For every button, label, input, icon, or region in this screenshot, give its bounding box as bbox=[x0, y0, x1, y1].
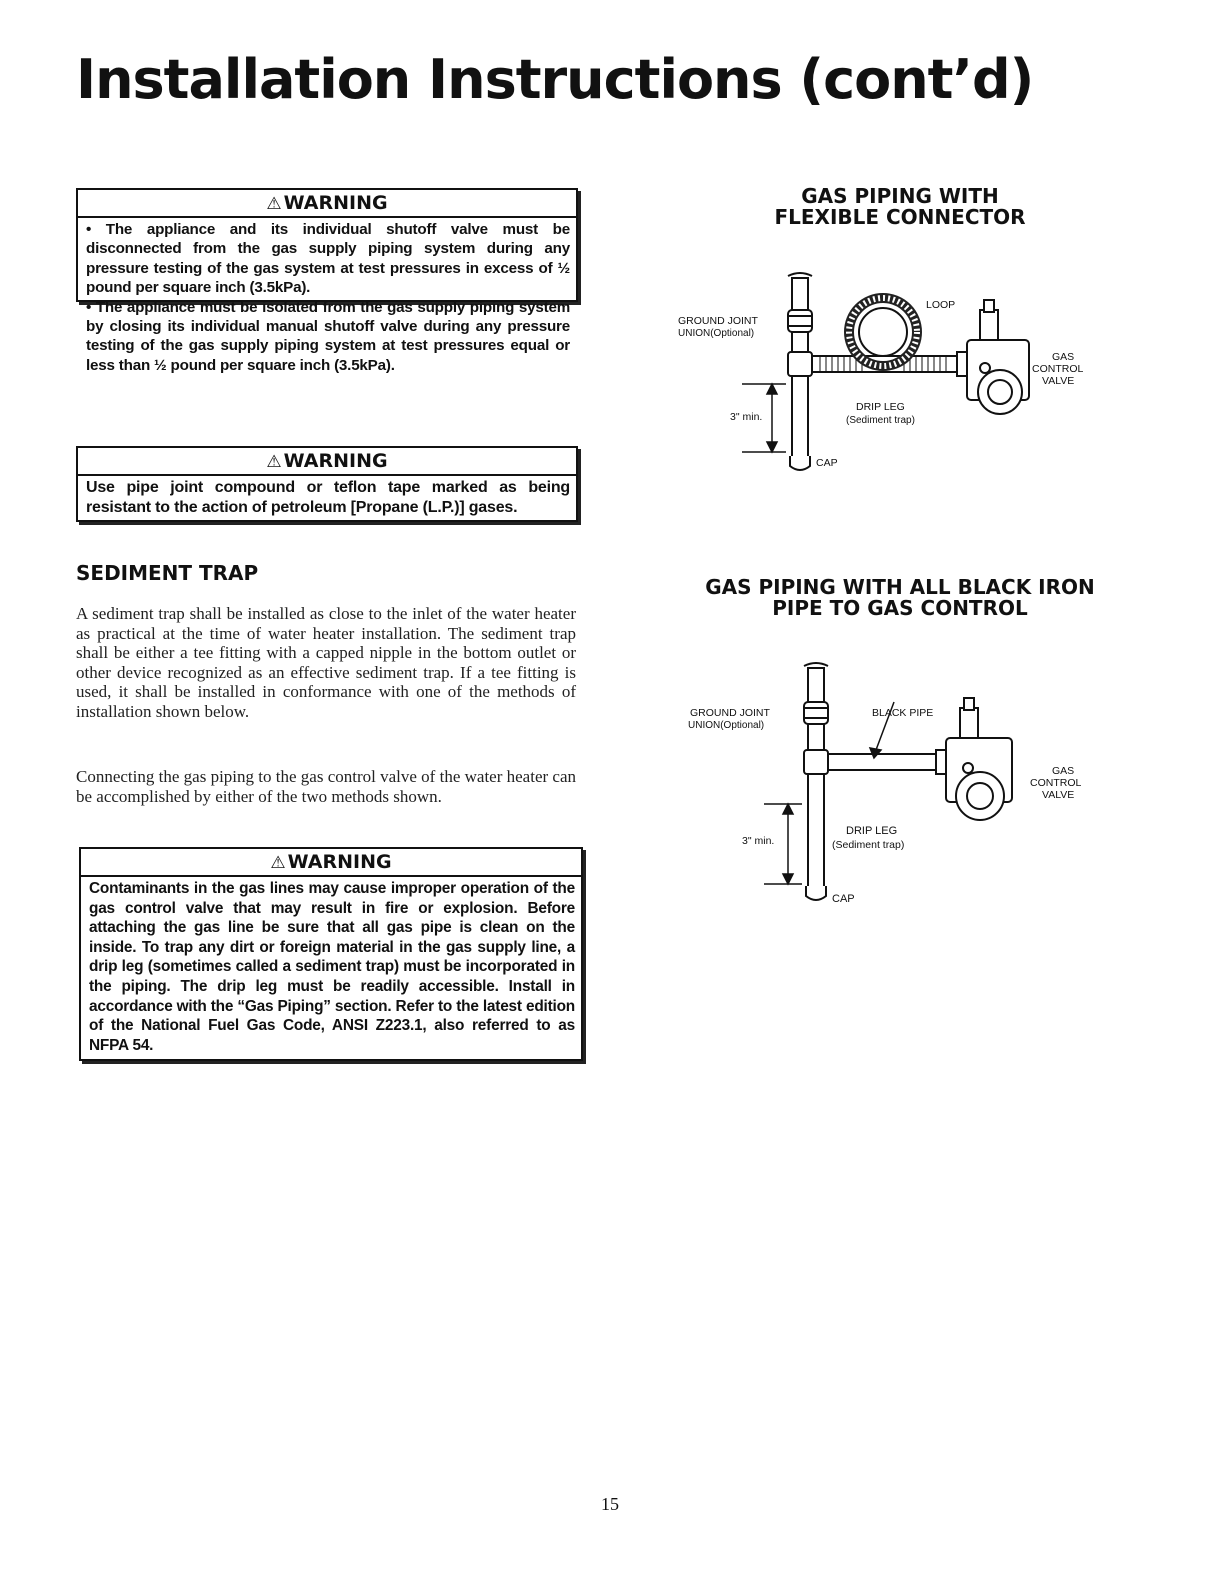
label-loop: LOOP bbox=[926, 299, 956, 311]
warning-bullet: • The appliance must be isolated from the gas supply piping system by closing its individual manual shutoff valve during any pressure testing of the gas supply piping system at test pressures equal or less than ½ pound per square inch (3.5kPa). bbox=[86, 298, 570, 374]
warning-triangle-icon: ⚠ bbox=[266, 452, 282, 472]
warning-box-pressure-testing bbox=[76, 188, 578, 374]
label-min: 3" min. bbox=[742, 835, 775, 847]
label-union: UNION(Optional) bbox=[688, 720, 765, 731]
warning-heading-text: WARNING bbox=[283, 192, 388, 214]
warning-text: Use pipe joint compound or teflon tape marked as being resistant to the action of petroleum [Propane (L.P.)] gases. bbox=[86, 479, 570, 516]
label-ground-joint: GROUND JOINT bbox=[678, 315, 758, 327]
label-sediment: (Sediment trap) bbox=[846, 415, 915, 426]
warning-text: Contaminants in the gas lines may cause improper operation of the gas control valve that may result in fire or explosion. Before attaching the gas line be sure that all gas pipe is clean on the inside. To trap any dirt or foreign material in the gas supply line, a drip leg (sometimes called a sediment trap) must be incorporated in the piping. The drip leg must be readily accessible. Install in accordance with the “Gas Piping” section. Refer to the latest edition of the National Fuel Gas Code, ANSI Z223.1, also referred to as NFPA 54. bbox=[89, 880, 575, 1054]
label-gas: GAS bbox=[1052, 765, 1075, 777]
label-sediment: (Sediment trap) bbox=[832, 839, 905, 851]
heading-line: FLEXIBLE CONNECTOR bbox=[774, 205, 1026, 229]
label-drip-leg: DRIP LEG bbox=[846, 825, 898, 837]
warning-body bbox=[81, 877, 581, 1059]
vertical-supply-pipe bbox=[788, 273, 812, 470]
label-union: UNION(Optional) bbox=[678, 328, 755, 339]
label-cap: CAP bbox=[832, 893, 855, 905]
warning-heading bbox=[81, 849, 581, 877]
diagram-black-heading bbox=[660, 577, 1140, 619]
vertical-supply-pipe bbox=[804, 663, 828, 900]
label-valve: VALVE bbox=[1042, 375, 1075, 387]
warning-heading bbox=[78, 190, 576, 218]
heading-line: GAS PIPING WITH ALL BLACK IRON bbox=[705, 575, 1095, 599]
heading-line: GAS PIPING WITH bbox=[801, 184, 999, 208]
sediment-trap-paragraph: A sediment trap shall be installed as close to the inlet of the water heater as practical at the time of water heater installation. The sediment trap shall be either a tee fitting with a capped nipple in the bottom outlet or other device recognized as an effective sediment trap. If a tee fitting is used, it shall be installed in conformance with one of the methods of installation shown below. bbox=[76, 604, 576, 721]
black-iron-pipe-diagram bbox=[680, 658, 1120, 918]
label-control: CONTROL bbox=[1032, 363, 1084, 375]
label-ground-joint: GROUND JOINT bbox=[690, 707, 770, 719]
page-number: 15 bbox=[601, 1494, 619, 1514]
label-control: CONTROL bbox=[1030, 777, 1082, 789]
warning-triangle-icon: ⚠ bbox=[270, 853, 286, 873]
label-black-pipe: BLACK PIPE bbox=[872, 707, 934, 719]
label-valve: VALVE bbox=[1042, 789, 1075, 801]
label-drip-leg: DRIP LEG bbox=[856, 401, 905, 413]
flexible-connector-diagram bbox=[660, 268, 1110, 478]
warning-box-contaminants bbox=[79, 847, 583, 1061]
warning-body bbox=[78, 476, 576, 522]
heading-line: PIPE TO GAS CONTROL bbox=[772, 596, 1028, 620]
warning-heading-text: WARNING bbox=[283, 450, 388, 472]
gas-control-valve bbox=[936, 698, 1012, 820]
warning-heading-text: WARNING bbox=[287, 851, 392, 873]
connecting-paragraph: Connecting the gas piping to the gas control valve of the water heater can be accomplished by either of the two methods shown. bbox=[76, 767, 576, 806]
diagram-flex-heading bbox=[700, 186, 1100, 228]
page-title: Installation Instructions (cont’d) bbox=[76, 48, 1034, 111]
warning-body bbox=[78, 218, 576, 379]
warning-heading bbox=[78, 448, 576, 476]
warning-box-pipe-compound bbox=[76, 446, 578, 522]
warning-triangle-icon: ⚠ bbox=[266, 194, 282, 214]
label-min: 3" min. bbox=[730, 411, 763, 423]
gas-control-valve bbox=[957, 300, 1029, 414]
black-pipe bbox=[828, 754, 936, 770]
label-gas: GAS bbox=[1052, 351, 1075, 363]
warning-bullet: • The appliance and its individual shutoff valve must be disconnected from the gas supply piping system during any pressure testing of the gas system at test pressures in excess of ½ pound per square inch (3.5kPa). bbox=[86, 221, 570, 297]
label-cap: CAP bbox=[816, 457, 838, 469]
sediment-trap-heading: SEDIMENT TRAP bbox=[76, 561, 259, 585]
